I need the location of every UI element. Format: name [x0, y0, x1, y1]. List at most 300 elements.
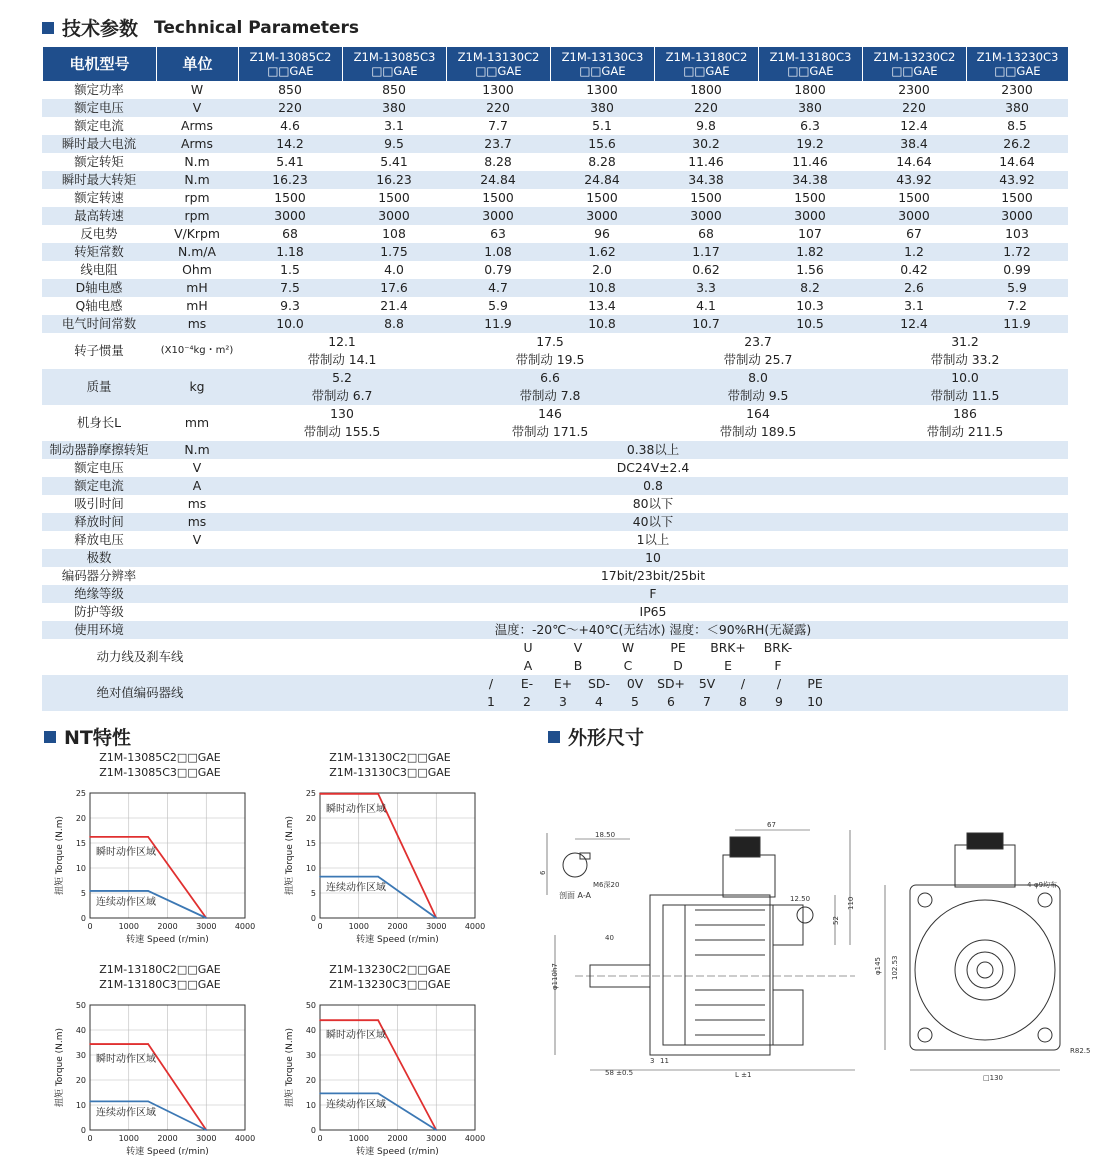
- y-tick-label: 0: [310, 914, 316, 923]
- param-name: 极数: [42, 549, 156, 567]
- model-header: [446, 47, 550, 81]
- param-unit: V: [192, 460, 202, 475]
- y-tick-label: 10: [305, 864, 316, 873]
- svg-text:40: 40: [605, 934, 614, 942]
- svg-text:M6深20: M6深20: [593, 881, 620, 889]
- model-name-line1: Z1M-13085C2: [249, 50, 332, 64]
- connector-box: [723, 855, 775, 897]
- param-value: 30.2: [654, 135, 758, 153]
- param-value: 8.28: [484, 154, 512, 169]
- wire-pin: E: [724, 658, 732, 673]
- param-unit: (X10⁻⁴kg・m²): [160, 345, 234, 356]
- chart-svg: [270, 1000, 495, 1170]
- param-value: 3.1: [384, 118, 404, 133]
- y-tick-label: 0: [80, 914, 86, 923]
- wire-table: [238, 675, 1068, 711]
- table-row: [42, 81, 1068, 99]
- x-tick-label: 2000: [157, 922, 178, 931]
- param-value-pair: [446, 369, 654, 405]
- table-row: [42, 621, 1068, 639]
- param-value: 850: [382, 82, 406, 97]
- param-value: 11.46: [688, 154, 724, 169]
- wire-signal: SD+: [657, 676, 685, 691]
- param-value: 7.7: [488, 118, 508, 133]
- svg-text:102.53: 102.53: [891, 955, 899, 980]
- table-row: [42, 171, 1068, 189]
- series-label: 瞬时动作区域: [326, 1030, 386, 1042]
- param-unit: [156, 603, 238, 621]
- param-value: 1500: [690, 190, 722, 205]
- param-value: 1.72: [966, 243, 1068, 261]
- param-value: 1.75: [342, 243, 446, 261]
- param-name: 额定电流: [74, 118, 124, 133]
- param-name: 吸引时间: [74, 496, 124, 511]
- chart-title-line2: Z1M-13085C3□□GAE: [99, 766, 221, 779]
- y-tick-label: 10: [305, 1101, 316, 1110]
- x-tick-label: 2000: [387, 922, 408, 931]
- x-tick-label: 0: [317, 922, 323, 931]
- param-name: 线电阻: [80, 262, 118, 277]
- wire-pin: 4: [595, 694, 603, 709]
- series-label: 连续动作区域: [326, 1099, 386, 1111]
- model-name-line2: □□GAE: [891, 64, 938, 78]
- param-value-pair: [238, 405, 446, 441]
- data-point: [205, 917, 207, 919]
- flange-circle: [915, 900, 1055, 1040]
- unit-label: 单位: [156, 47, 238, 81]
- param-common-value: 0.38以上: [238, 441, 1068, 459]
- param-value: 1300: [482, 82, 514, 97]
- param-value: 220: [238, 99, 342, 117]
- wire-pin: 10: [807, 694, 823, 709]
- param-value: 850: [278, 82, 302, 97]
- table-row: [42, 261, 1068, 279]
- param-value: 0.62: [692, 262, 720, 277]
- param-value: 0.42: [900, 262, 928, 277]
- model-header: [342, 47, 446, 81]
- param-value: 2300: [898, 82, 930, 97]
- param-value: 24.84: [446, 171, 550, 189]
- model-name-line1: Z1M-13230C3: [976, 50, 1059, 64]
- value-standard: 23.7: [744, 334, 772, 349]
- data-point: [435, 1129, 437, 1131]
- data-point: [147, 836, 149, 838]
- param-name: 瞬时最大电流: [42, 135, 156, 153]
- param-value: 3000: [238, 207, 342, 225]
- chart-title: [60, 750, 260, 780]
- wire-pin: C: [623, 658, 633, 673]
- y-tick-label: 20: [305, 1076, 316, 1085]
- series-label: 瞬时动作区域: [96, 846, 156, 858]
- param-value: 2.0: [592, 262, 612, 277]
- param-value: 5.41: [276, 154, 304, 169]
- param-name: Q轴电感: [75, 298, 123, 313]
- param-value-pair: [654, 369, 862, 405]
- param-value: 380: [342, 99, 446, 117]
- param-value: 3000: [342, 207, 446, 225]
- param-value: 2300: [1001, 82, 1033, 97]
- param-unit: [156, 549, 238, 567]
- table-row: [42, 549, 1068, 567]
- x-axis-label: 转速 Speed (r/min): [126, 935, 209, 945]
- param-value: 1.56: [796, 262, 824, 277]
- y-tick-label: 50: [305, 1001, 316, 1010]
- y-axis-label: 扭矩 Torque (N.m): [55, 1027, 65, 1108]
- model-name-line2: □□GAE: [475, 64, 522, 78]
- param-value: 1.18: [238, 243, 342, 261]
- svg-text:58 ±0.5: 58 ±0.5: [605, 1069, 634, 1077]
- param-value: 10.8: [550, 315, 654, 333]
- param-name: 额定功率: [74, 82, 124, 97]
- wire-signal: 5V: [698, 676, 716, 691]
- param-unit: [156, 621, 238, 639]
- param-name: 绝缘等级: [42, 585, 156, 603]
- data-point: [435, 917, 437, 919]
- param-value: 8.28: [588, 154, 616, 169]
- model-header: [862, 47, 966, 81]
- svg-text:3: 3: [650, 1057, 655, 1065]
- data-point: [319, 876, 321, 878]
- param-value: 38.4: [862, 135, 966, 153]
- motor-front: [910, 885, 1060, 1050]
- series-label: 连续动作区域: [326, 882, 386, 894]
- param-common-value: IP65: [639, 604, 667, 619]
- param-value: 15.6: [550, 135, 654, 153]
- value-standard: 146: [538, 406, 562, 421]
- param-value: 68: [282, 226, 298, 241]
- param-value: 10.0: [238, 315, 342, 333]
- wire-signal: /: [740, 676, 746, 691]
- param-value: 17.6: [342, 279, 446, 297]
- param-value-pair: [654, 405, 862, 441]
- param-value-pair: [654, 333, 862, 369]
- param-unit: Ohm: [182, 262, 212, 277]
- svg-text:φ110h7: φ110h7: [551, 963, 559, 990]
- param-value: 12.4: [900, 118, 928, 133]
- table-row: [42, 333, 1068, 369]
- section-square-icon: [548, 731, 560, 743]
- param-value: 7.5: [238, 279, 342, 297]
- param-unit: A: [156, 477, 238, 495]
- chart-title: [290, 750, 490, 780]
- param-value: 16.23: [342, 171, 446, 189]
- param-value: 21.4: [380, 298, 408, 313]
- chart-title-line2: Z1M-13230C3□□GAE: [329, 978, 451, 991]
- table-row: [42, 99, 1068, 117]
- param-value: 4.0: [384, 262, 404, 277]
- value-with-brake: 带制动 19.5: [515, 352, 585, 367]
- chart-svg: [40, 1000, 265, 1170]
- series-label: 瞬时动作区域: [326, 803, 386, 815]
- param-name: 释放电压: [74, 532, 124, 547]
- data-point: [147, 890, 149, 892]
- param-value-pair: [862, 405, 1068, 441]
- param-value: 10.8: [550, 279, 654, 297]
- wire-signal: PE: [807, 676, 823, 691]
- svg-text:φ145: φ145: [874, 957, 882, 975]
- param-value: 1500: [1001, 190, 1033, 205]
- param-value: 10.7: [654, 315, 758, 333]
- param-value: 9.3: [280, 298, 300, 313]
- y-tick-label: 15: [75, 839, 86, 848]
- param-unit: N.m: [156, 441, 238, 459]
- y-axis-label: 扭矩 Torque (N.m): [285, 815, 295, 896]
- connector-front: [955, 845, 1015, 887]
- model-name-line2: □□GAE: [994, 64, 1041, 78]
- param-value: 3000: [758, 207, 862, 225]
- x-tick-label: 2000: [387, 1134, 408, 1143]
- value-with-brake: 带制动 14.1: [307, 352, 377, 367]
- data-point: [205, 1129, 207, 1131]
- x-tick-label: 1000: [348, 922, 369, 931]
- param-value: 4.6: [280, 118, 300, 133]
- series-label: 连续动作区域: [96, 896, 156, 908]
- param-value: 96: [594, 226, 610, 241]
- x-axis-label: 转速 Speed (r/min): [356, 935, 439, 945]
- spec-table: [42, 47, 1068, 711]
- param-value: 220: [654, 99, 758, 117]
- x-tick-label: 2000: [157, 1134, 178, 1143]
- param-unit: [156, 585, 238, 603]
- x-tick-label: 4000: [464, 1134, 486, 1143]
- param-unit: mH: [186, 298, 208, 313]
- x-tick-label: 3000: [196, 1134, 217, 1143]
- y-tick-label: 40: [75, 1026, 86, 1035]
- value-standard: 186: [953, 406, 977, 421]
- param-value-pair: [862, 369, 1068, 405]
- param-name: 额定转矩: [74, 154, 124, 169]
- wire-signal: SD-: [588, 676, 610, 691]
- param-value: 43.92: [862, 171, 966, 189]
- param-value-pair: [862, 333, 1068, 369]
- param-value: 1800: [690, 82, 722, 97]
- param-name: 制动器静摩擦转矩: [42, 441, 156, 459]
- param-value: 0.79: [484, 262, 512, 277]
- param-unit: V/Krpm: [174, 226, 220, 241]
- x-tick-label: 1000: [118, 922, 139, 931]
- wire-pin: B: [573, 658, 583, 673]
- param-value: 63: [490, 226, 506, 241]
- model-header: [758, 47, 862, 81]
- param-unit: kg: [156, 369, 238, 405]
- param-value: 1.62: [550, 243, 654, 261]
- y-tick-label: 0: [80, 1126, 86, 1135]
- x-tick-label: 1000: [118, 1134, 139, 1143]
- param-value: 11.46: [792, 154, 828, 169]
- value-standard: 8.0: [748, 370, 768, 385]
- data-point: [89, 1043, 91, 1045]
- param-value: 220: [446, 99, 550, 117]
- param-common-value: 0.8: [238, 477, 1068, 495]
- param-value: 1500: [378, 190, 410, 205]
- param-value: 3000: [446, 207, 550, 225]
- svg-text:L ±1: L ±1: [735, 1071, 752, 1079]
- model-name-line1: Z1M-13085C3: [353, 50, 436, 64]
- param-value: 9.5: [342, 135, 446, 153]
- data-point: [89, 836, 91, 838]
- y-tick-label: 40: [305, 1026, 316, 1035]
- y-tick-label: 30: [75, 1051, 86, 1060]
- wire-pin: 1: [487, 694, 495, 709]
- table-row: [42, 675, 1068, 711]
- table-row: [42, 153, 1068, 171]
- param-common-value: 1以上: [636, 532, 670, 547]
- value-standard: 17.5: [536, 334, 564, 349]
- wire-pin: 2: [523, 694, 531, 709]
- table-row: [42, 495, 1068, 513]
- param-value: 1.08: [446, 243, 550, 261]
- param-value: 1.2: [862, 243, 966, 261]
- value-standard: 31.2: [951, 334, 979, 349]
- param-unit: ms: [187, 496, 207, 511]
- chart-svg: [270, 788, 495, 958]
- value-with-brake: 带制动 9.5: [727, 388, 789, 403]
- data-point: [377, 793, 379, 795]
- chart-title: [290, 962, 490, 992]
- param-value: 24.84: [550, 171, 654, 189]
- encoder_wire-signals: [238, 675, 1068, 693]
- param-value: 5.9: [966, 279, 1068, 297]
- data-point: [89, 1101, 91, 1103]
- param-unit: N.m: [156, 171, 238, 189]
- table-row: [42, 513, 1068, 531]
- param-value: 1800: [794, 82, 826, 97]
- model-header: [550, 47, 654, 81]
- param-value: 3000: [862, 207, 966, 225]
- y-tick-label: 20: [75, 814, 86, 823]
- param-value: 3.1: [904, 298, 924, 313]
- param-unit: ms: [156, 513, 238, 531]
- wire-signal: /: [488, 676, 494, 691]
- param-unit: Arms: [181, 118, 213, 133]
- series-label: 连续动作区域: [96, 1107, 156, 1119]
- param-value: 2.6: [862, 279, 966, 297]
- param-value: 5.41: [380, 154, 408, 169]
- table-row: [42, 405, 1068, 441]
- table-row: [42, 531, 1068, 549]
- connector-top: [730, 837, 760, 857]
- chart-title-line1: Z1M-13180C2□□GAE: [99, 963, 221, 976]
- param-unit: rpm: [156, 207, 238, 225]
- x-tick-label: 3000: [426, 1134, 447, 1143]
- svg-text:6: 6: [539, 870, 547, 875]
- y-axis-label: 扭矩 Torque (N.m): [285, 1027, 295, 1108]
- model-name-line2: □□GAE: [579, 64, 626, 78]
- param-name: 编码器分辨率: [61, 568, 137, 583]
- data-point: [377, 1019, 379, 1021]
- y-tick-label: 5: [310, 889, 316, 898]
- param-value: 3000: [550, 207, 654, 225]
- table-row: [42, 117, 1068, 135]
- chart-title-line1: Z1M-13230C2□□GAE: [329, 963, 451, 976]
- value-with-brake: 带制动 155.5: [303, 424, 381, 439]
- param-value: 103: [1005, 226, 1029, 241]
- param-value: 16.23: [238, 171, 342, 189]
- param-name: 瞬时最大转矩: [42, 171, 156, 189]
- value-standard: 164: [746, 406, 770, 421]
- svg-text:52: 52: [832, 916, 840, 925]
- y-tick-label: 20: [305, 814, 316, 823]
- value-with-brake: 带制动 7.8: [519, 388, 581, 403]
- param-value-pair: [446, 405, 654, 441]
- param-unit: N.m: [184, 154, 210, 169]
- wire-signal: E+: [553, 676, 573, 691]
- param-value: 1300: [586, 82, 618, 97]
- power_wire-signals: [238, 639, 1068, 657]
- model-header: [238, 47, 342, 81]
- wire-pin: 5: [631, 694, 639, 709]
- x-tick-label: 4000: [464, 922, 486, 931]
- param-value: 4.7: [446, 279, 550, 297]
- wire-signal: W: [621, 640, 635, 655]
- y-tick-label: 10: [75, 1101, 86, 1110]
- y-tick-label: 50: [75, 1001, 86, 1010]
- x-tick-label: 0: [87, 922, 93, 931]
- data-point: [147, 1101, 149, 1103]
- svg-text:12.50: 12.50: [790, 895, 811, 903]
- data-point: [319, 1093, 321, 1095]
- param-value: 8.5: [1007, 118, 1027, 133]
- wire-pin: 9: [775, 694, 783, 709]
- param-value: 3000: [966, 207, 1068, 225]
- param-unit: N.m/A: [156, 243, 238, 261]
- wire-pin: 3: [559, 694, 567, 709]
- svg-text:67: 67: [767, 821, 776, 829]
- x-tick-label: 3000: [196, 922, 217, 931]
- param-value: 0.99: [1003, 262, 1031, 277]
- svg-text:R82.5: R82.5: [1070, 1047, 1091, 1055]
- power_wire-pins: [238, 657, 1068, 675]
- param-value: 1.82: [758, 243, 862, 261]
- wire-table: [238, 639, 1068, 675]
- svg-text:□130: □130: [983, 1074, 1003, 1082]
- param-name: 绝对值编码器线: [42, 675, 238, 711]
- wire-signal: U: [523, 640, 533, 655]
- value-standard: 130: [330, 406, 354, 421]
- param-value: 380: [966, 99, 1068, 117]
- param-value: 9.8: [696, 118, 716, 133]
- param-unit: mH: [156, 279, 238, 297]
- wire-signal: PE: [670, 640, 686, 655]
- table-row: [42, 585, 1068, 603]
- table-row: [42, 441, 1068, 459]
- y-tick-label: 25: [305, 789, 316, 798]
- param-value: 107: [798, 226, 822, 241]
- param-value: 108: [382, 226, 406, 241]
- table-row: [42, 297, 1068, 315]
- param-value: 1.17: [654, 243, 758, 261]
- param-name: 使用环境: [42, 621, 156, 639]
- param-value: 380: [550, 99, 654, 117]
- value-with-brake: 带制动 171.5: [511, 424, 589, 439]
- chart-title-line1: Z1M-13085C2□□GAE: [99, 751, 221, 764]
- svg-text:4-φ9均布: 4-φ9均布: [1027, 881, 1058, 889]
- param-name: 机身长L: [76, 415, 122, 430]
- param-unit: mm: [184, 415, 210, 430]
- model-label: 电机型号: [42, 47, 156, 81]
- x-tick-label: 0: [87, 1134, 93, 1143]
- table-row: [42, 207, 1068, 225]
- svg-text:110: 110: [847, 896, 855, 910]
- value-standard: 12.1: [328, 334, 356, 349]
- param-value: 1500: [898, 190, 930, 205]
- x-tick-label: 0: [317, 1134, 323, 1143]
- param-name: 额定电压: [42, 99, 156, 117]
- param-unit: Arms: [156, 135, 238, 153]
- model-name-line1: Z1M-13130C2: [457, 50, 540, 64]
- wire-signal: E-: [520, 676, 534, 691]
- param-name: 转子惯量: [74, 343, 124, 358]
